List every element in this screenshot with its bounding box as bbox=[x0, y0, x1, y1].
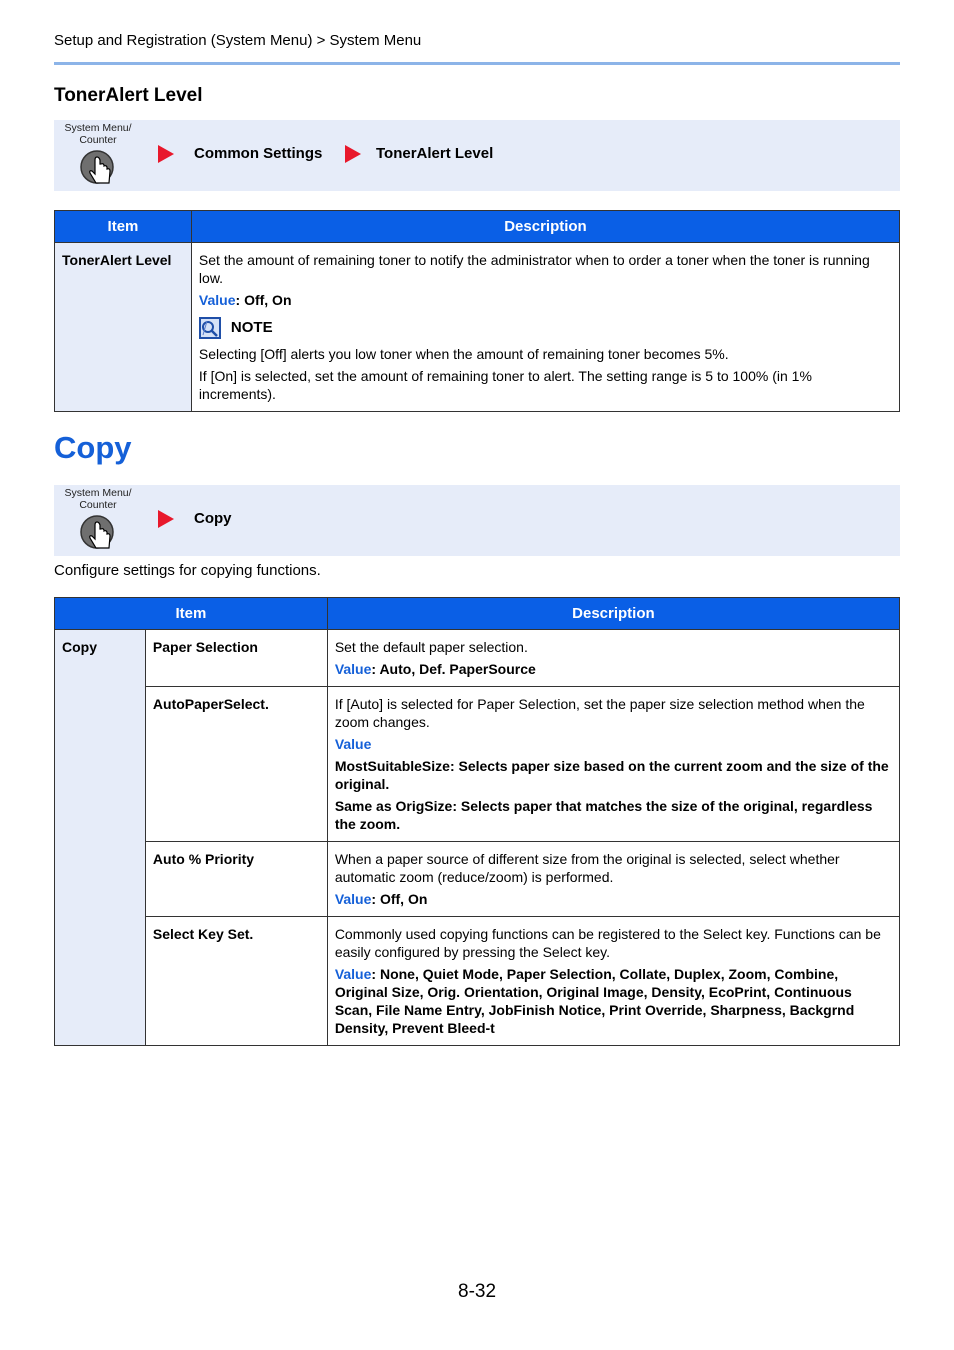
nav-step-copy: Copy bbox=[194, 510, 232, 527]
page-number: 8-32 bbox=[458, 1281, 497, 1302]
value-text: : Off, On bbox=[371, 891, 428, 907]
value-text: : Off, On bbox=[235, 292, 292, 308]
table-row bbox=[55, 243, 900, 412]
value-option: Same as OrigSize: Selects paper that matches the size of the original, regardless the zoom. bbox=[334, 798, 873, 832]
group-cell-copy: Copy bbox=[55, 630, 146, 1046]
value-label: Value bbox=[198, 292, 236, 308]
nav-path-copy bbox=[54, 485, 900, 556]
toneralert-table bbox=[54, 210, 900, 412]
copy-intro-text: Configure settings for copying functions. bbox=[54, 562, 321, 579]
value-label: Value bbox=[334, 736, 372, 752]
column-header-description: Description bbox=[327, 598, 899, 630]
arrow-icon bbox=[345, 145, 361, 163]
item-cell: Auto % Priority bbox=[145, 842, 327, 917]
value-text: : Auto, Def. PaperSource bbox=[371, 661, 536, 677]
system-menu-label: System Menu/ Counter bbox=[64, 487, 132, 511]
item-cell: AutoPaperSelect. bbox=[145, 687, 327, 842]
system-menu-label: System Menu/ Counter bbox=[64, 122, 132, 146]
value-option: MostSuitableSize: Selects paper size based on the current zoom and the size of the original. bbox=[334, 758, 889, 792]
system-menu-button-icon bbox=[80, 150, 116, 186]
item-cell: Select Key Set. bbox=[145, 917, 327, 1046]
note-text: Selecting [Off] alerts you low toner when the amount of remaining toner becomes 5%. bbox=[198, 346, 729, 362]
description-cell: When a paper source of different size from the original is selected, select whether automatic zoom (reduce/zoom) is performed. Value: Off, On bbox=[327, 842, 899, 917]
value-text: : None, Quiet Mode, Paper Selection, Collate, Duplex, Zoom, Combine, Original Size, Orig. Orientation, Original Image, Density, EcoPrint, Continuous Scan, File Name Entry, JobFinish Notice, Print Override, Sharpness, Backgrnd Density, Prevent Bleed-t bbox=[334, 966, 855, 1036]
chapter-title-copy: Copy bbox=[54, 430, 132, 465]
value-label: Value bbox=[334, 661, 372, 677]
item-cell: Paper Selection bbox=[145, 630, 327, 687]
description-cell: Set the default paper selection. Value: Auto, Def. PaperSource bbox=[327, 630, 899, 687]
table-row bbox=[55, 630, 900, 687]
note-label: NOTE bbox=[230, 319, 273, 336]
column-header-item: Item bbox=[55, 211, 192, 243]
nav-step-toneralert-level: TonerAlert Level bbox=[376, 145, 494, 162]
system-menu-button-icon bbox=[80, 515, 116, 551]
description-cell: Commonly used copying functions can be registered to the Select key. Functions can be easily configured by pressing the Select key. Value: None, Quiet Mode, Paper Selection, Collate, Duplex, Zoom, Combine, Original Size, Orig. Orientation, Original Image, Density, EcoPrint, Continuous Scan, File Name Entry, JobFinish Notice, Print Override, Sharpness, Backgrnd Density, Prevent Bleed-t bbox=[327, 917, 899, 1046]
description-text: Set the amount of remaining toner to notify the administrator when to order a toner when the toner is running low. bbox=[198, 252, 870, 286]
nav-path-toneralert bbox=[54, 120, 900, 191]
column-header-description: Description bbox=[191, 211, 899, 243]
arrow-icon bbox=[158, 510, 174, 528]
value-label: Value bbox=[334, 966, 372, 982]
note-icon bbox=[199, 317, 221, 339]
breadcrumb: Setup and Registration (System Menu) > System Menu bbox=[54, 32, 422, 49]
item-cell: TonerAlert Level bbox=[55, 243, 192, 412]
copy-settings-table bbox=[54, 597, 900, 1046]
column-header-item: Item bbox=[55, 598, 328, 630]
header-rule bbox=[54, 62, 900, 65]
table-row bbox=[55, 842, 900, 917]
description-cell: If [Auto] is selected for Paper Selection, set the paper size selection method when the zoom changes. Value MostSuitableSize: Selects paper size based on the current zoom and the size of the original. Same as OrigSize: Selects paper that matches the size of the original, regardless the zoom. bbox=[327, 687, 899, 842]
value-label: Value bbox=[334, 891, 372, 907]
section-title-toneralert: TonerAlert Level bbox=[54, 85, 203, 106]
table-row bbox=[55, 687, 900, 842]
table-row bbox=[55, 917, 900, 1046]
note-text: If [On] is selected, set the amount of remaining toner to alert. The setting range is 5 to 100% (in 1% increments). bbox=[198, 368, 812, 402]
description-cell bbox=[191, 243, 899, 412]
arrow-icon bbox=[158, 145, 174, 163]
note-heading bbox=[199, 317, 891, 339]
nav-step-common-settings: Common Settings bbox=[194, 145, 323, 162]
